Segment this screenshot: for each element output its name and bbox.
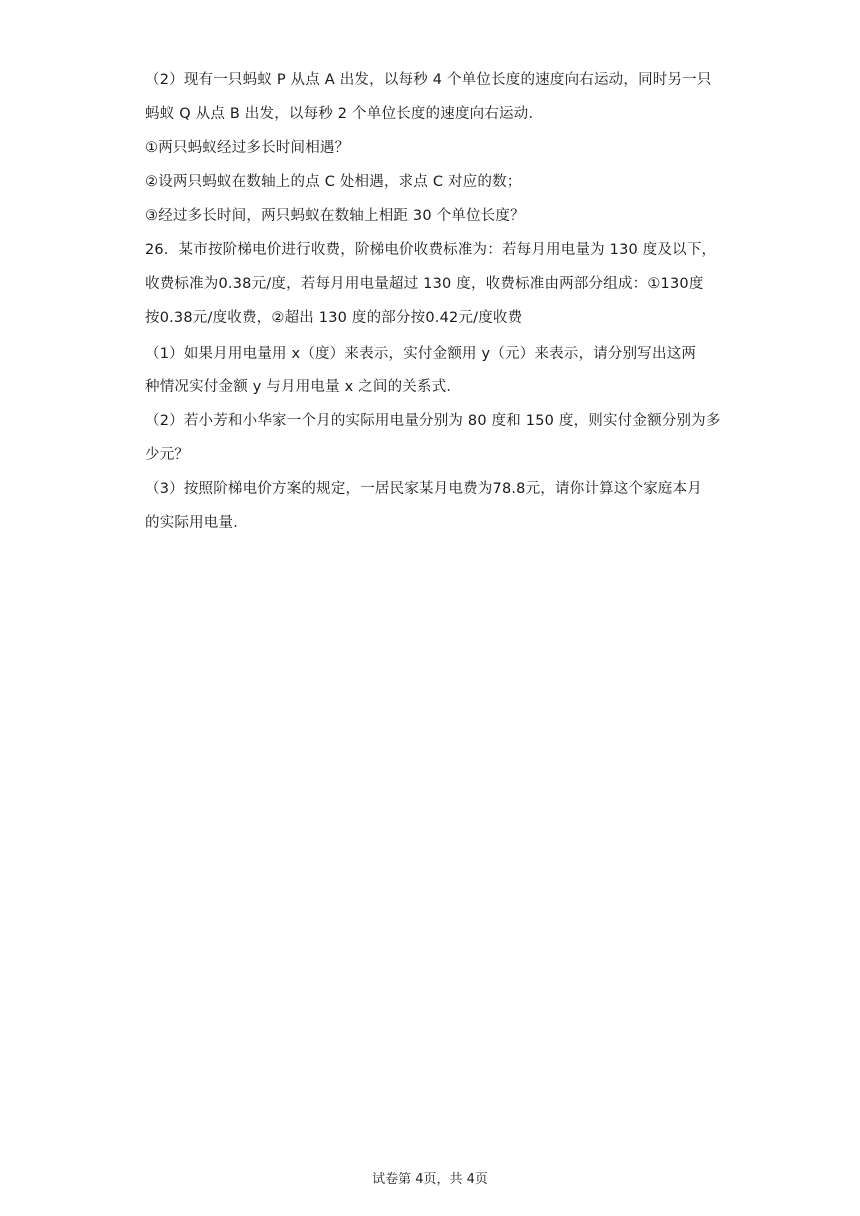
- q25-part2-sub3: ③经过多长时间，两只蚂蚁在数轴上相距 30 个单位长度？: [145, 208, 525, 224]
- q25-part2-line1: （2）现有一只蚂蚁 P 从点 A 出发，以每秒 4 个单位长度的速度向右运动，同时另一只: [145, 72, 712, 88]
- q26-part3-line1: （3）按照阶梯电价方案的规定，一居民家某月电费为78.8元，请你计算这个家庭本月: [145, 481, 703, 497]
- q26-stem-line1: 26．某市按阶梯电价进行收费，阶梯电价收费标准为：若每月用电量为 130 度及以下，: [145, 242, 717, 258]
- page-footer: 试卷第 4页，共 4页: [372, 1172, 488, 1187]
- q26-part3-line2: 的实际用电量．: [145, 515, 248, 531]
- q26-part2-line1: （2）若小芳和小华家一个月的实际用电量分别为 80 度和 150 度，则实付金额分别为多: [145, 413, 721, 429]
- q26-stem-line2: 收费标准为0.38元/度，若每月用电量超过 130 度，收费标准由两部分组成：①130度: [145, 276, 704, 292]
- q26-part2-line2: 少元？: [145, 447, 190, 463]
- q25-part2-sub2: ②设两只蚂蚁在数轴上的点 C 处相遇，求点 C 对应的数；: [145, 174, 522, 190]
- q26-stem-line3: 按0.38元/度收费，②超出 130 度的部分按0.42元/度收费: [145, 310, 523, 326]
- q26-part1-line1: （1）如果月用电量用 x（度）来表示，实付金额用 y（元）来表示，请分别写出这两: [145, 346, 697, 362]
- q25-part2-sub1: ①两只蚂蚁经过多长时间相遇？: [145, 140, 350, 156]
- q26-part1-line2: 种情况实付金额 y 与月用电量 x 之间的关系式．: [145, 379, 462, 395]
- q25-part2-line2: 蚂蚁 Q 从点 B 出发，以每秒 2 个单位长度的速度向右运动．: [145, 106, 544, 122]
